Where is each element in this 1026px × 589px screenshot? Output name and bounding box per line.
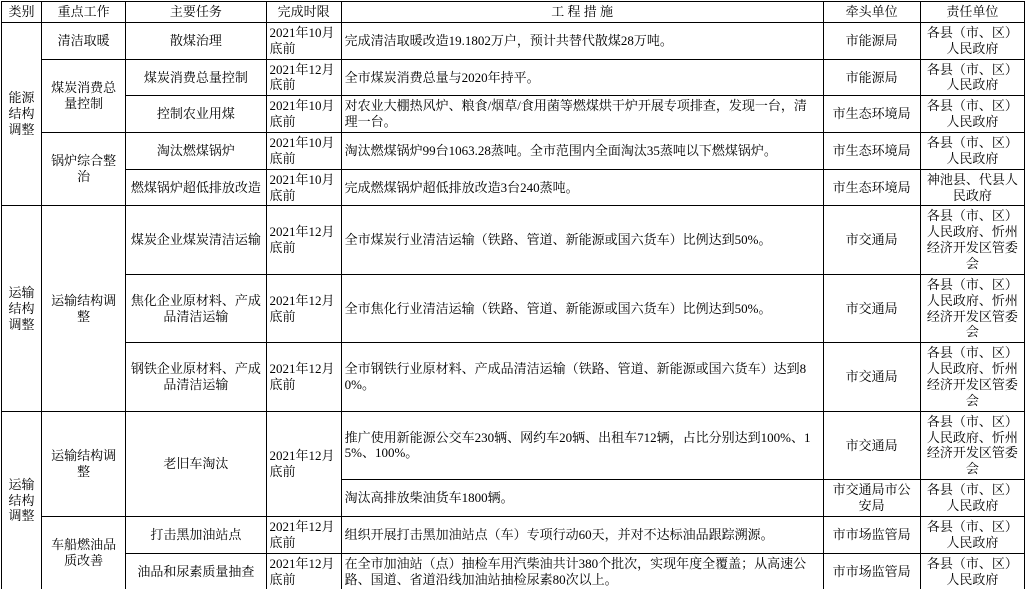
header-responsible-unit: 责任单位 <box>920 2 1024 23</box>
task-cell: 淘汰燃煤锅炉 <box>126 133 266 170</box>
header-deadline: 完成时限 <box>266 2 341 23</box>
measure-cell: 完成清洁取暖改造19.1802万户，预计共替代散煤28万吨。 <box>341 22 823 59</box>
header-measures: 工 程 措 施 <box>341 2 823 23</box>
focus-cell: 运输结构调整 <box>42 206 126 411</box>
focus-cell: 煤炭消费总量控制 <box>42 59 126 132</box>
deadline-cell: 2021年12月底前 <box>266 411 341 516</box>
lead-cell: 市交通局市公安局 <box>823 480 920 517</box>
responsible-cell: 各县（市、区）人民政府 <box>920 133 1024 170</box>
category-cell: 运输结构调整 <box>2 411 42 589</box>
measure-cell: 淘汰高排放柴油货车1800辆。 <box>341 480 823 517</box>
header-focus-work: 重点工作 <box>42 2 126 23</box>
responsible-cell: 神池县、代县人民政府 <box>920 169 1024 206</box>
task-cell: 控制农业用煤 <box>126 96 266 133</box>
deadline-cell: 2021年12月底前 <box>266 274 341 342</box>
deadline-cell: 2021年12月底前 <box>266 206 341 274</box>
task-cell: 打击黑加油站点 <box>126 516 266 553</box>
lead-cell: 市交通局 <box>823 206 920 274</box>
measure-cell: 全市煤炭行业清洁运输（铁路、管道、新能源或国六货车）比例达到50%。 <box>341 206 823 274</box>
deadline-cell: 2021年12月底前 <box>266 343 341 411</box>
measure-cell: 全市焦化行业清洁运输（铁路、管道、新能源或国六货车）比例达到50%。 <box>341 274 823 342</box>
responsible-cell: 各县（市、区）人民政府 <box>920 96 1024 133</box>
measure-cell: 组织开展打击黑加油站点（车）专项行动60天，并对不达标油品跟踪溯源。 <box>341 516 823 553</box>
lead-cell: 市市场监管局 <box>823 516 920 553</box>
responsible-cell: 各县（市、区）人民政府、忻州经济开发区管委会 <box>920 274 1024 342</box>
lead-cell: 市生态环境局 <box>823 133 920 170</box>
table-row <box>2 59 1025 96</box>
table-row <box>2 274 1025 342</box>
header-row <box>2 2 1025 23</box>
lead-cell: 市能源局 <box>823 59 920 96</box>
header-main-task: 主要任务 <box>126 2 266 23</box>
task-cell: 老旧车淘汰 <box>126 411 266 516</box>
task-cell: 焦化企业原材料、产成品清洁运输 <box>126 274 266 342</box>
category-cell: 能源结构调整 <box>2 22 42 206</box>
task-cell: 钢铁企业原材料、产成品清洁运输 <box>126 343 266 411</box>
lead-cell: 市生态环境局 <box>823 169 920 206</box>
table-row <box>2 22 1025 59</box>
task-cell: 燃煤锅炉超低排放改造 <box>126 169 266 206</box>
table-row <box>2 343 1025 411</box>
table-row <box>2 206 1025 274</box>
category-cell: 运输结构调整 <box>2 206 42 411</box>
responsible-cell: 各县（市、区）人民政府 <box>920 480 1024 517</box>
measure-cell: 淘汰燃煤锅炉99台1063.28蒸吨。全市范围内全面淘汰35蒸吨以下燃煤锅炉。 <box>341 133 823 170</box>
table-body <box>2 22 1025 589</box>
task-cell: 煤炭企业煤炭清洁运输 <box>126 206 266 274</box>
measure-cell: 全市煤炭消费总量与2020年持平。 <box>341 59 823 96</box>
responsible-cell: 各县（市、区）人民政府 <box>920 22 1024 59</box>
deadline-cell: 2021年10月底前 <box>266 96 341 133</box>
table-row <box>2 553 1025 589</box>
measure-cell: 推广使用新能源公交车230辆、网约车20辆、出租车712辆，占比分别达到100%、15%、100%。 <box>341 411 823 479</box>
lead-cell: 市交通局 <box>823 274 920 342</box>
lead-cell: 市交通局 <box>823 343 920 411</box>
table-row <box>2 411 1025 479</box>
deadline-cell: 2021年12月底前 <box>266 553 341 589</box>
responsible-cell: 各县（市、区）人民政府、忻州经济开发区管委会 <box>920 206 1024 274</box>
lead-cell: 市市场监管局 <box>823 553 920 589</box>
table-header <box>2 2 1025 23</box>
measure-cell: 在全市加油站（点）抽检车用汽柴油共计380个批次，实现年度全覆盖；从高速公路、国道、省道沿线加油站抽检尿素80次以上。 <box>341 553 823 589</box>
focus-cell: 车船燃油品质改善 <box>42 516 126 589</box>
responsible-cell: 各县（市、区）人民政府、忻州经济开发区管委会 <box>920 411 1024 479</box>
header-lead-unit: 牵头单位 <box>823 2 920 23</box>
header-category: 类别 <box>2 2 42 23</box>
table-row <box>2 96 1025 133</box>
task-cell: 煤炭消费总量控制 <box>126 59 266 96</box>
work-plan-table <box>1 1 1025 589</box>
task-cell: 散煤治理 <box>126 22 266 59</box>
deadline-cell: 2021年10月底前 <box>266 169 341 206</box>
deadline-cell: 2021年12月底前 <box>266 516 341 553</box>
focus-cell: 运输结构调整 <box>42 411 126 516</box>
table-row <box>2 133 1025 170</box>
responsible-cell: 各县（市、区）人民政府 <box>920 516 1024 553</box>
measure-cell: 完成燃煤锅炉超低排放改造3台240蒸吨。 <box>341 169 823 206</box>
focus-cell: 清洁取暖 <box>42 22 126 59</box>
responsible-cell: 各县（市、区）人民政府 <box>920 553 1024 589</box>
lead-cell: 市交通局 <box>823 411 920 479</box>
deadline-cell: 2021年12月底前 <box>266 59 341 96</box>
responsible-cell: 各县（市、区）人民政府、忻州经济开发区管委会 <box>920 343 1024 411</box>
lead-cell: 市能源局 <box>823 22 920 59</box>
measure-cell: 对农业大棚热风炉、粮食/烟草/食用菌等燃煤烘干炉开展专项排查，发现一台，清理一台。 <box>341 96 823 133</box>
measure-cell: 全市钢铁行业原材料、产成品清洁运输（铁路、管道、新能源或国六货车）达到80%。 <box>341 343 823 411</box>
table-row <box>2 169 1025 206</box>
responsible-cell: 各县（市、区）人民政府 <box>920 59 1024 96</box>
focus-cell: 锅炉综合整治 <box>42 133 126 206</box>
deadline-cell: 2021年10月底前 <box>266 22 341 59</box>
table-row <box>2 516 1025 553</box>
task-cell: 油品和尿素质量抽查 <box>126 553 266 589</box>
lead-cell: 市生态环境局 <box>823 96 920 133</box>
deadline-cell: 2021年10月底前 <box>266 133 341 170</box>
